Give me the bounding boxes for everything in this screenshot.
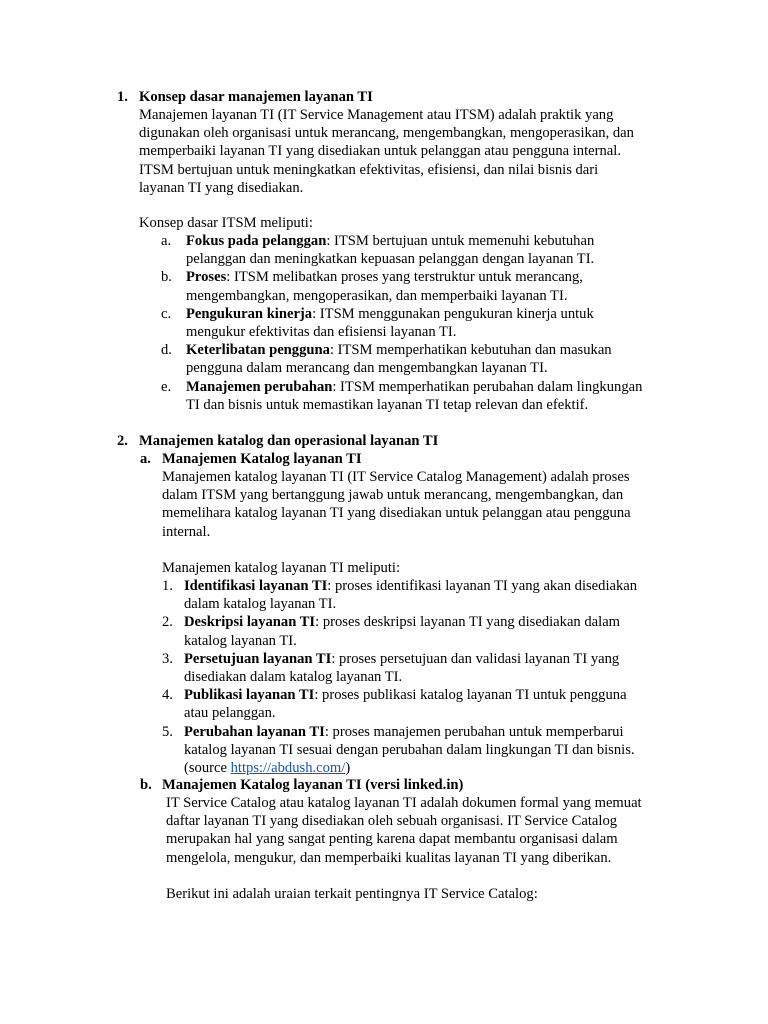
list-marker: a. xyxy=(161,233,172,249)
paragraph-line: Manajemen katalog layanan TI (IT Service Catalog Management) adalah proses xyxy=(162,469,630,485)
list-marker: 4. xyxy=(162,687,173,704)
list-marker: e. xyxy=(161,378,172,395)
subsection-a-marker: a. xyxy=(140,451,151,467)
list-item-text: katalog layanan TI. xyxy=(184,632,297,649)
list-item-term: Keterlibatan pengguna xyxy=(186,342,330,359)
list-item-text: : proses identifikasi layanan TI yang akan disediakan xyxy=(327,578,638,594)
section-1-paragraph xyxy=(139,106,634,197)
list-item-text: : ITSM melibatkan proses yang terstruktur untuk merancang, xyxy=(226,269,583,286)
paragraph-line: Manajemen layanan TI (IT Service Management atau ITSM) adalah praktik yang xyxy=(139,107,614,123)
list-item xyxy=(162,723,722,778)
paragraph-line: merupakan hal yang sangat penting karena dapat membantu organisasi dalam xyxy=(166,831,618,848)
list-item-term: Fokus pada pelanggan xyxy=(186,233,327,249)
list-item-text: disediakan dalam katalog layanan TI. xyxy=(184,669,403,686)
paragraph-line: memelihara katalog layanan TI yang disediakan untuk pelanggan atau pengguna xyxy=(162,505,631,522)
section-2-number: 2. xyxy=(117,433,128,449)
list-item-text: mengukur efektivitas dan efisiensi layanan TI. xyxy=(186,324,457,341)
list-item-text: atau pelanggan. xyxy=(184,705,276,722)
list-item-term: Pengukuran kinerja xyxy=(186,305,313,322)
list-item-text: : proses manajemen perubahan untuk memperbarui xyxy=(324,723,624,740)
source-link[interactable]: https://abdush.com/ xyxy=(230,760,346,777)
list-marker: d. xyxy=(161,342,172,359)
section-1-intro: Konsep dasar ITSM meliputi: xyxy=(139,215,313,231)
list-item-text: : ITSM memperhatikan perubahan dalam lingkungan xyxy=(332,378,643,395)
source-citation xyxy=(184,759,722,777)
list-marker: 5. xyxy=(162,723,173,740)
list-item-text: katalog layanan TI sesuai dengan perubahan dalam lingkungan TI dan bisnis. xyxy=(184,741,635,758)
list-item-term: Publikasi layanan TI xyxy=(184,687,315,704)
list-item xyxy=(162,686,722,722)
list-item-term: Deskripsi layanan TI xyxy=(184,614,316,631)
list-item-text: pelanggan dan meningkatkan kepuasan pelanggan dengan layanan TI. xyxy=(186,251,595,268)
list-item-text: pengguna dalam merancang dan mengembangkan layanan TI. xyxy=(186,360,548,377)
list-marker: 2. xyxy=(162,614,173,631)
paragraph-line: mengelola, mengukur, dan memperbaiki kualitas layanan TI yang diberikan. xyxy=(166,849,612,866)
list-item-text: TI dan bisnis untuk memastikan layanan TI tetap relevan dan efektif. xyxy=(186,396,589,413)
paragraph-line: digunakan oleh organisasi untuk merancang, mengembangkan, mengoperasikan, dan xyxy=(139,125,634,142)
list-marker: b. xyxy=(161,269,172,286)
paragraph-line: memperbaiki layanan TI yang disediakan untuk pelanggan atau pengguna internal. xyxy=(139,143,621,160)
paragraph-line: IT Service Catalog atau katalog layanan TI adalah dokumen formal yang memuat xyxy=(166,795,642,811)
list-item-term: Persetujuan layanan TI xyxy=(184,650,332,667)
list-item xyxy=(161,268,721,304)
subsection-b-marker: b. xyxy=(140,777,152,793)
list-marker: 1. xyxy=(162,578,173,594)
section-1-number: 1. xyxy=(117,89,128,105)
list-item-text: dalam katalog layanan TI. xyxy=(184,596,337,613)
section-1-list xyxy=(161,232,721,414)
source-suffix: ) xyxy=(345,760,351,777)
list-item-text: : proses persetujuan dan validasi layanan TI yang xyxy=(331,650,620,667)
list-item-text: : proses deskripsi layanan TI yang disediakan dalam xyxy=(315,614,621,631)
paragraph-line: layanan TI yang disediakan. xyxy=(139,179,304,196)
list-item xyxy=(161,232,721,268)
subsection-b-paragraph xyxy=(166,794,642,867)
list-item xyxy=(161,341,721,377)
list-item xyxy=(162,577,722,613)
list-item-term: Perubahan layanan TI xyxy=(184,723,325,740)
section-1-title: Konsep dasar manajemen layanan TI xyxy=(139,89,373,105)
list-item-term: Identifikasi layanan TI xyxy=(184,578,328,594)
subsection-a-list xyxy=(162,577,722,777)
subsection-b-intro: Berikut ini adalah uraian terkait pentingnya IT Service Catalog: xyxy=(166,886,538,902)
paragraph-line: dalam ITSM yang bertanggung jawab untuk merancang, mengembangkan, dan xyxy=(162,487,624,504)
list-item-text: : ITSM memperhatikan kebutuhan dan masukan xyxy=(329,342,612,359)
paragraph-line: daftar layanan TI yang disediakan oleh sebuah organisasi. IT Service Catalog xyxy=(166,813,618,830)
source-prefix: (source xyxy=(184,760,231,777)
paragraph-line: ITSM bertujuan untuk meningkatkan efektivitas, efisiensi, dan nilai bisnis dari xyxy=(139,161,599,178)
paragraph-line: internal. xyxy=(162,523,211,540)
list-item-text: : ITSM bertujuan untuk memenuhi kebutuhan xyxy=(326,233,595,249)
section-2-title: Manajemen katalog dan operasional layanan TI xyxy=(139,433,439,449)
list-item-text: : ITSM menggunakan pengukuran kinerja untuk xyxy=(312,305,594,322)
list-item-text: : proses publikasi katalog layanan TI untuk pengguna xyxy=(314,687,627,704)
subsection-b-title: Manajemen Katalog layanan TI (versi linked.in) xyxy=(162,777,464,793)
list-item xyxy=(161,378,721,414)
list-item-term: Proses xyxy=(186,269,227,286)
list-item xyxy=(161,305,721,341)
list-item xyxy=(162,613,722,649)
list-item-text: mengembangkan, mengoperasikan, dan memperbaiki layanan TI. xyxy=(186,287,568,304)
list-marker: 3. xyxy=(162,650,173,667)
list-item-term: Manajemen perubahan xyxy=(186,378,333,395)
list-marker: c. xyxy=(161,305,172,322)
subsection-a-paragraph xyxy=(162,468,631,541)
list-item xyxy=(162,650,722,686)
subsection-a-intro: Manajemen katalog layanan TI meliputi: xyxy=(162,560,401,576)
subsection-a-title: Manajemen Katalog layanan TI xyxy=(162,451,362,467)
